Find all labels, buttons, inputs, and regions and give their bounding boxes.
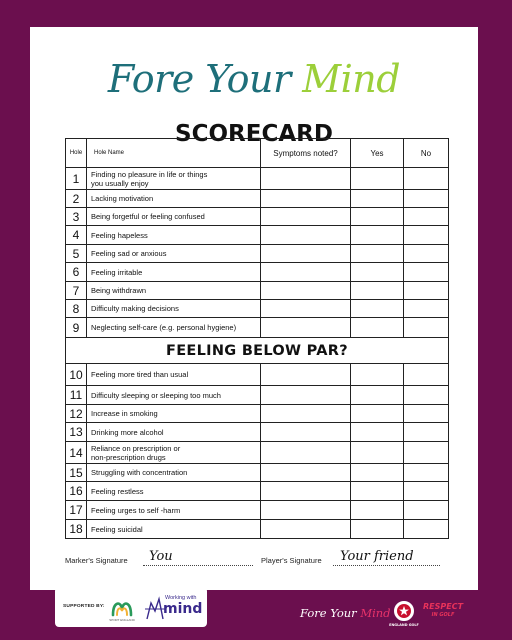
yes-checkbox-cell[interactable] — [351, 208, 404, 226]
table-row — [66, 464, 449, 482]
no-checkbox-cell[interactable] — [404, 245, 449, 263]
hole-name — [87, 168, 261, 190]
symptoms-cell[interactable] — [261, 263, 351, 282]
brand-title-word2: Mind — [302, 57, 401, 101]
column-header-hole: Hole — [66, 139, 87, 168]
hole-name — [87, 318, 261, 338]
yes-checkbox-cell[interactable] — [351, 501, 404, 520]
no-checkbox-cell[interactable] — [404, 442, 449, 464]
hole-number: 2 — [66, 190, 87, 208]
hole-name — [87, 405, 261, 423]
supported-by-label: SUPPORTED BY: — [63, 604, 105, 609]
hole-number: 17 — [66, 501, 87, 520]
no-checkbox-cell[interactable] — [404, 364, 449, 386]
hole-number: 3 — [66, 208, 87, 226]
no-checkbox-cell[interactable] — [404, 300, 449, 318]
hole-name-line: Feeling irritable — [91, 267, 143, 277]
hole-name-line: Feeling hapeless — [91, 230, 148, 240]
hole-name — [87, 442, 261, 464]
yes-checkbox-cell[interactable] — [351, 442, 404, 464]
symptoms-cell[interactable] — [261, 464, 351, 482]
symptoms-cell[interactable] — [261, 245, 351, 263]
no-checkbox-cell[interactable] — [404, 226, 449, 245]
no-checkbox-cell[interactable] — [404, 282, 449, 300]
column-header-hole-name: Hole Name — [87, 139, 261, 168]
no-checkbox-cell[interactable] — [404, 405, 449, 423]
table-row — [66, 226, 449, 245]
hole-name-line: Struggling with concentration — [91, 468, 188, 477]
no-checkbox-cell[interactable] — [404, 423, 449, 442]
no-checkbox-cell[interactable] — [404, 501, 449, 520]
hole-name — [87, 263, 261, 282]
respect-text: RESPECT — [423, 602, 464, 611]
symptoms-cell[interactable] — [261, 300, 351, 318]
hole-name-line: Difficulty making decisions — [91, 304, 179, 313]
hole-name — [87, 386, 261, 405]
hole-number: 1 — [66, 168, 87, 190]
yes-checkbox-cell[interactable] — [351, 423, 404, 442]
symptoms-cell[interactable] — [261, 226, 351, 245]
yes-checkbox-cell[interactable] — [351, 520, 404, 539]
hole-name — [87, 482, 261, 501]
hole-number: 16 — [66, 482, 87, 501]
hole-number: 13 — [66, 423, 87, 442]
symptoms-cell[interactable] — [261, 190, 351, 208]
hole-number: 12 — [66, 405, 87, 423]
table-row — [66, 405, 449, 423]
no-checkbox-cell[interactable] — [404, 208, 449, 226]
hole-name — [87, 282, 261, 300]
table-row — [66, 245, 449, 263]
yes-checkbox-cell[interactable] — [351, 226, 404, 245]
column-header-no: No — [404, 139, 449, 168]
yes-checkbox-cell[interactable] — [351, 464, 404, 482]
hole-name-line: Increase in smoking — [91, 409, 158, 418]
page-title: SCORECARD — [175, 121, 333, 147]
yes-checkbox-cell[interactable] — [351, 168, 404, 190]
table-row — [66, 386, 449, 405]
hole-name — [87, 364, 261, 386]
respect-in-golf-logo — [423, 603, 463, 619]
symptoms-cell[interactable] — [261, 501, 351, 520]
table-row — [66, 442, 449, 464]
hole-name — [87, 190, 261, 208]
section-heading: FEELING BELOW PAR? — [66, 338, 449, 364]
footer-brand-word1: Fore Your — [300, 606, 357, 620]
hole-number: 4 — [66, 226, 87, 245]
symptoms-cell[interactable] — [261, 386, 351, 405]
hole-name — [87, 245, 261, 263]
hole-name-line: Being forgetful or feeling confused — [91, 212, 205, 221]
yes-checkbox-cell[interactable] — [351, 318, 404, 338]
brand-title-word1: Fore Your — [107, 57, 291, 101]
yes-checkbox-cell[interactable] — [351, 190, 404, 208]
table-row — [66, 282, 449, 300]
hole-number: 9 — [66, 318, 87, 338]
player-signature-value: Your friend — [340, 549, 414, 564]
section-row — [66, 338, 449, 364]
symptoms-cell[interactable] — [261, 442, 351, 464]
column-header-yes: Yes — [351, 139, 404, 168]
hole-name-line: you usually enjoy — [91, 178, 149, 188]
table-row — [66, 520, 449, 539]
yes-checkbox-cell[interactable] — [351, 405, 404, 423]
footer-brand — [300, 606, 391, 620]
yes-checkbox-cell[interactable] — [351, 364, 404, 386]
hole-name — [87, 226, 261, 245]
footer-brand-word2: Mind — [360, 606, 391, 620]
hole-name-line: Feeling more tired than usual — [91, 370, 189, 379]
supporters-panel — [55, 587, 207, 627]
no-checkbox-cell[interactable] — [404, 464, 449, 482]
hole-name — [87, 464, 261, 482]
symptoms-cell[interactable] — [261, 208, 351, 226]
no-checkbox-cell[interactable] — [404, 318, 449, 338]
symptoms-cell[interactable] — [261, 282, 351, 300]
hole-name-line: Difficulty sleeping or sleeping too much — [91, 390, 221, 400]
column-header-symptoms: Symptoms noted? — [261, 139, 351, 168]
hole-name-line: Feeling restless — [91, 486, 144, 496]
scorecard-table — [65, 138, 449, 539]
yes-checkbox-cell[interactable] — [351, 300, 404, 318]
england-golf-logo-icon — [389, 600, 419, 632]
yes-checkbox-cell[interactable] — [351, 482, 404, 501]
table-row — [66, 423, 449, 442]
hole-name-line: Feeling suicidal — [91, 524, 143, 534]
table-row — [66, 318, 449, 338]
mind-small-text: Working with — [165, 595, 197, 601]
marker-signature-value: You — [149, 549, 173, 564]
table-row — [66, 482, 449, 501]
mind-big-text: mind — [163, 601, 203, 617]
marker-signature-dots — [143, 565, 253, 566]
symptoms-cell[interactable] — [261, 423, 351, 442]
no-checkbox-cell[interactable] — [404, 386, 449, 405]
hole-name — [87, 300, 261, 318]
symptoms-cell[interactable] — [261, 364, 351, 386]
no-checkbox-cell[interactable] — [404, 520, 449, 539]
yes-checkbox-cell[interactable] — [351, 282, 404, 300]
hole-name-line: Feeling urges to self -harm — [91, 505, 181, 515]
no-checkbox-cell[interactable] — [404, 263, 449, 282]
table-row — [66, 208, 449, 226]
hole-number: 5 — [66, 245, 87, 263]
hole-name-line: Feeling sad or anxious — [91, 249, 167, 258]
hole-name — [87, 423, 261, 442]
player-signature-label: Player's Signature — [261, 556, 322, 565]
table-row — [66, 501, 449, 520]
yes-checkbox-cell[interactable] — [351, 263, 404, 282]
hole-name-line: Neglecting self-care (e.g. personal hygiene) — [91, 323, 237, 332]
hole-name-line: Finding no pleasure in life or things — [91, 169, 208, 179]
no-checkbox-cell[interactable] — [404, 168, 449, 190]
symptoms-cell[interactable] — [261, 405, 351, 423]
hole-number: 14 — [66, 442, 87, 464]
sport-england-text: SPORT ENGLAND — [109, 618, 135, 622]
hole-number: 11 — [66, 386, 87, 405]
table-row — [66, 190, 449, 208]
signature-line — [65, 548, 448, 568]
marker-signature-label: Marker's Signature — [65, 556, 128, 565]
hole-name — [87, 501, 261, 520]
hole-name-line: Reliance on prescription or — [91, 443, 181, 453]
hole-number: 7 — [66, 282, 87, 300]
respect-small-text: IN GOLF — [431, 612, 455, 618]
hole-name — [87, 208, 261, 226]
hole-name-line: non-prescription drugs — [91, 452, 166, 462]
no-checkbox-cell[interactable] — [404, 190, 449, 208]
hole-name-line: Being withdrawn — [91, 286, 147, 295]
hole-number: 15 — [66, 464, 87, 482]
symptoms-cell[interactable] — [261, 482, 351, 501]
brand-title — [30, 57, 478, 101]
yes-checkbox-cell[interactable] — [351, 386, 404, 405]
symptoms-cell[interactable] — [261, 318, 351, 338]
hole-number: 8 — [66, 300, 87, 318]
scorecard-sheet — [30, 27, 478, 590]
no-checkbox-cell[interactable] — [404, 482, 449, 501]
player-signature-dots — [333, 565, 440, 566]
table-row — [66, 300, 449, 318]
symptoms-cell[interactable] — [261, 520, 351, 539]
table-row — [66, 263, 449, 282]
yes-checkbox-cell[interactable] — [351, 245, 404, 263]
hole-number: 18 — [66, 520, 87, 539]
england-golf-text: ENGLAND GOLF — [389, 623, 419, 627]
hole-number: 6 — [66, 263, 87, 282]
hole-name-line: Lacking motivation — [91, 194, 154, 203]
hole-name-line: Drinking more alcohol — [91, 427, 164, 437]
hole-number: 10 — [66, 364, 87, 386]
symptoms-cell[interactable] — [261, 168, 351, 190]
table-row — [66, 364, 449, 386]
table-header-row — [66, 139, 449, 168]
hole-name — [87, 520, 261, 539]
table-row — [66, 168, 449, 190]
